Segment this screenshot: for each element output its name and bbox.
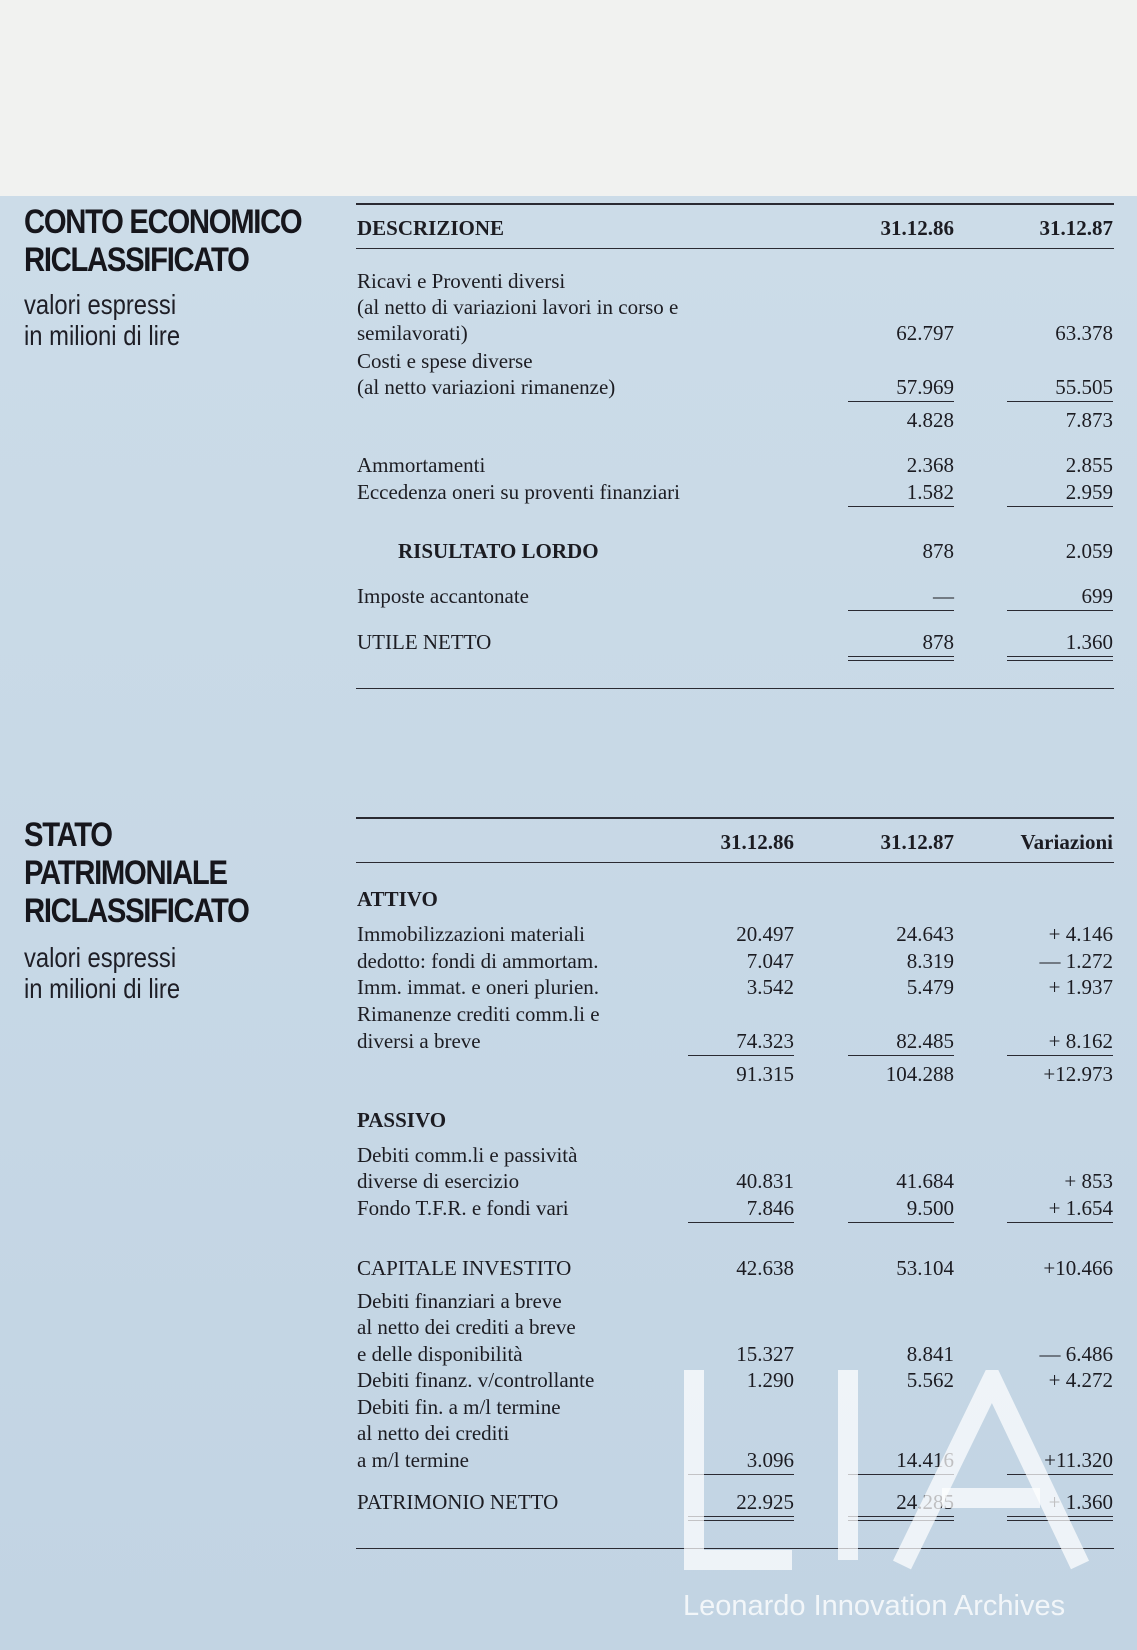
balance-value-1987: 5.562 <box>906 1368 954 1392</box>
balance-value-1987: 82.485 <box>896 1029 954 1053</box>
income-row-label: Ammortamenti <box>357 453 486 477</box>
balance-row-label: e delle disponibilità <box>357 1342 523 1366</box>
income-row-label: Imposte accantonate <box>357 584 529 608</box>
balance-subtitle-line-1: valori espressi <box>24 942 177 973</box>
balance-subtitle <box>24 942 180 1004</box>
balance-header-variazioni: Variazioni <box>1020 830 1113 854</box>
balance-value-1986: 74.323 <box>736 1029 794 1053</box>
attivo-underline-1987 <box>848 1055 954 1056</box>
balance-variation: + 1.654 <box>1048 1196 1113 1220</box>
balance-title-line-3: RICLASSIFICATO <box>24 892 249 930</box>
income-value-1986: 2.368 <box>906 453 954 477</box>
balance-row-label: Rimanenze crediti comm.li e <box>357 1002 600 1026</box>
balance-row-label: Debiti fin. a m/l termine <box>357 1395 561 1419</box>
income-header-rule <box>356 248 1114 249</box>
balance-variation: + 4.146 <box>1048 922 1113 946</box>
balance-row-label: diverse di esercizio <box>357 1169 520 1193</box>
balance-variation: + 1.937 <box>1048 975 1113 999</box>
income-underline-1987 <box>1007 506 1113 507</box>
income-title <box>24 203 301 279</box>
balance-row-label: Imm. immat. e oneri plurien. <box>357 975 600 999</box>
balance-row-label: al netto dei crediti <box>357 1421 510 1445</box>
balance-value-1986: 15.327 <box>736 1342 794 1366</box>
income-title-line-1: CONTO ECONOMICO <box>24 203 302 241</box>
income-value-1986: 878 <box>922 630 954 654</box>
income-value-1986: 57.969 <box>896 375 954 399</box>
income-subtitle-line-1: valori espressi <box>24 289 177 320</box>
balance-variation: + 4.272 <box>1048 1368 1113 1392</box>
balance-variation: — 6.486 <box>1039 1342 1113 1366</box>
balance-row-label: dedotto: fondi di ammortam. <box>357 949 599 973</box>
balance-value-1987: 53.104 <box>896 1256 954 1280</box>
income-value-1987: 699 <box>1081 584 1113 608</box>
passivo-underline-variation <box>1007 1222 1113 1223</box>
income-subtotal-underline-1987 <box>1007 401 1113 402</box>
balance-value-1986: 40.831 <box>736 1169 794 1193</box>
passivo-heading: PASSIVO <box>357 1108 447 1132</box>
income-header-description: DESCRIZIONE <box>357 216 505 240</box>
balance-title <box>24 816 249 930</box>
balance-variation: +11.320 <box>1044 1448 1113 1472</box>
income-value-1987: 63.378 <box>1055 321 1113 345</box>
attivo-total-variation: +12.973 <box>1043 1062 1113 1086</box>
watermark-text: Leonardo Innovation Archives <box>683 1590 1066 1622</box>
balance-top-rule <box>356 817 1114 819</box>
income-value-1987: 7.873 <box>1065 408 1113 432</box>
income-value-1987: 55.505 <box>1055 375 1113 399</box>
attivo-total-1986: 91.315 <box>736 1062 794 1086</box>
attivo-total-1987: 104.288 <box>885 1062 954 1086</box>
income-double-underline-1986 <box>848 660 954 661</box>
income-double-underline-1986 <box>848 656 954 657</box>
income-top-rule <box>356 203 1114 205</box>
balance-value-1987: 24.285 <box>896 1490 954 1514</box>
income-double-underline-1987 <box>1007 656 1113 657</box>
balance-row-label: CAPITALE INVESTITO <box>357 1256 572 1280</box>
balance-row-label: Fondo T.F.R. e fondi vari <box>357 1196 569 1220</box>
attivo-underline-variation <box>1007 1055 1113 1056</box>
balance-value-1986: 42.638 <box>736 1256 794 1280</box>
balance-value-1987: 14.416 <box>896 1448 954 1472</box>
balance-value-1986: 22.925 <box>736 1490 794 1514</box>
income-title-line-2: RICLASSIFICATO <box>24 241 249 279</box>
passivo-underline-1986 <box>688 1222 794 1223</box>
balance-value-1987: 41.684 <box>896 1169 954 1193</box>
income-value-1986: 4.828 <box>906 408 954 432</box>
balance-variation: + 1.360 <box>1048 1490 1113 1514</box>
balance-value-1987: 24.643 <box>896 922 954 946</box>
balance-value-1987: 9.500 <box>906 1196 954 1220</box>
balance-title-line-2: PATRIMONIALE <box>24 854 227 892</box>
attivo-heading: ATTIVO <box>357 887 438 911</box>
income-header-1986: 31.12.86 <box>880 216 954 240</box>
income-subtotal-underline-1986 <box>848 401 954 402</box>
balance-row-label: Debiti finanziari a breve <box>357 1289 562 1313</box>
income-bottom-rule <box>356 688 1114 689</box>
balance-header-rule <box>356 862 1114 863</box>
balance-value-1986: 7.047 <box>746 949 794 973</box>
balance-row-label: Immobilizzazioni materiali <box>357 922 585 946</box>
income-row-label: Ricavi e Proventi diversi <box>357 269 566 293</box>
income-row-label: Eccedenza oneri su proventi finanziari <box>357 480 681 504</box>
balance-row-label: diversi a breve <box>357 1029 481 1053</box>
income-value-1987: 2.855 <box>1065 453 1113 477</box>
balance-value-1987: 8.841 <box>906 1342 954 1366</box>
balance-header-1986: 31.12.86 <box>720 830 794 854</box>
balance-value-1987: 5.479 <box>906 975 954 999</box>
income-row-label: semilavorati) <box>357 321 468 345</box>
balance-row-label: PATRIMONIO NETTO <box>357 1490 559 1514</box>
balance-value-1986: 1.290 <box>746 1368 794 1392</box>
balance-row-label: a m/l termine <box>357 1448 469 1472</box>
passivo-underline-1987 <box>848 1222 954 1223</box>
balance-variation: + 8.162 <box>1048 1029 1113 1053</box>
income-row-label: (al netto variazioni rimanenze) <box>357 375 616 399</box>
income-value-1987: 2.059 <box>1065 539 1113 563</box>
income-row-label: RISULTATO LORDO <box>398 539 599 563</box>
balance-value-1986: 7.846 <box>746 1196 794 1220</box>
income-value-1986: 878 <box>922 539 954 563</box>
income-row-label: (al netto di variazioni lavori in corso e <box>357 295 679 319</box>
attivo-underline-1986 <box>688 1055 794 1056</box>
income-row-label: Costi e spese diverse <box>357 349 533 373</box>
lia-letter-l <box>694 1370 792 1560</box>
income-underline-1987 <box>1007 610 1113 611</box>
lia-watermark-logo <box>680 1370 1100 1575</box>
balance-title-line-1: STATO <box>24 816 112 854</box>
income-header-1987: 31.12.87 <box>1039 216 1113 240</box>
income-value-1987: 1.360 <box>1065 630 1113 654</box>
balance-value-1986: 3.542 <box>746 975 794 999</box>
income-underline-1986 <box>848 610 954 611</box>
balance-variation: + 853 <box>1064 1169 1113 1193</box>
income-subtitle <box>24 289 180 351</box>
income-value-1986: 1.582 <box>906 480 954 504</box>
balance-row-label: Debiti comm.li e passività <box>357 1143 578 1167</box>
balance-header-1987: 31.12.87 <box>880 830 954 854</box>
balance-value-1986: 3.096 <box>746 1448 794 1472</box>
income-underline-1986 <box>848 506 954 507</box>
balance-subtitle-line-2: in milioni di lire <box>24 973 181 1004</box>
income-subtitle-line-2: in milioni di lire <box>24 320 181 351</box>
income-value-1986: — <box>933 584 954 608</box>
income-row-label: UTILE NETTO <box>357 630 492 654</box>
balance-variation: — 1.272 <box>1039 949 1113 973</box>
lia-letter-a <box>902 1380 1080 1565</box>
income-value-1986: 62.797 <box>896 321 954 345</box>
balance-row-label: al netto dei crediti a breve <box>357 1315 576 1339</box>
balance-row-label: Debiti finanz. v/controllante <box>357 1368 595 1392</box>
balance-value-1987: 8.319 <box>906 949 954 973</box>
income-value-1987: 2.959 <box>1065 480 1113 504</box>
balance-variation: +10.466 <box>1043 1256 1113 1280</box>
income-double-underline-1987 <box>1007 660 1113 661</box>
balance-value-1986: 20.497 <box>736 922 794 946</box>
